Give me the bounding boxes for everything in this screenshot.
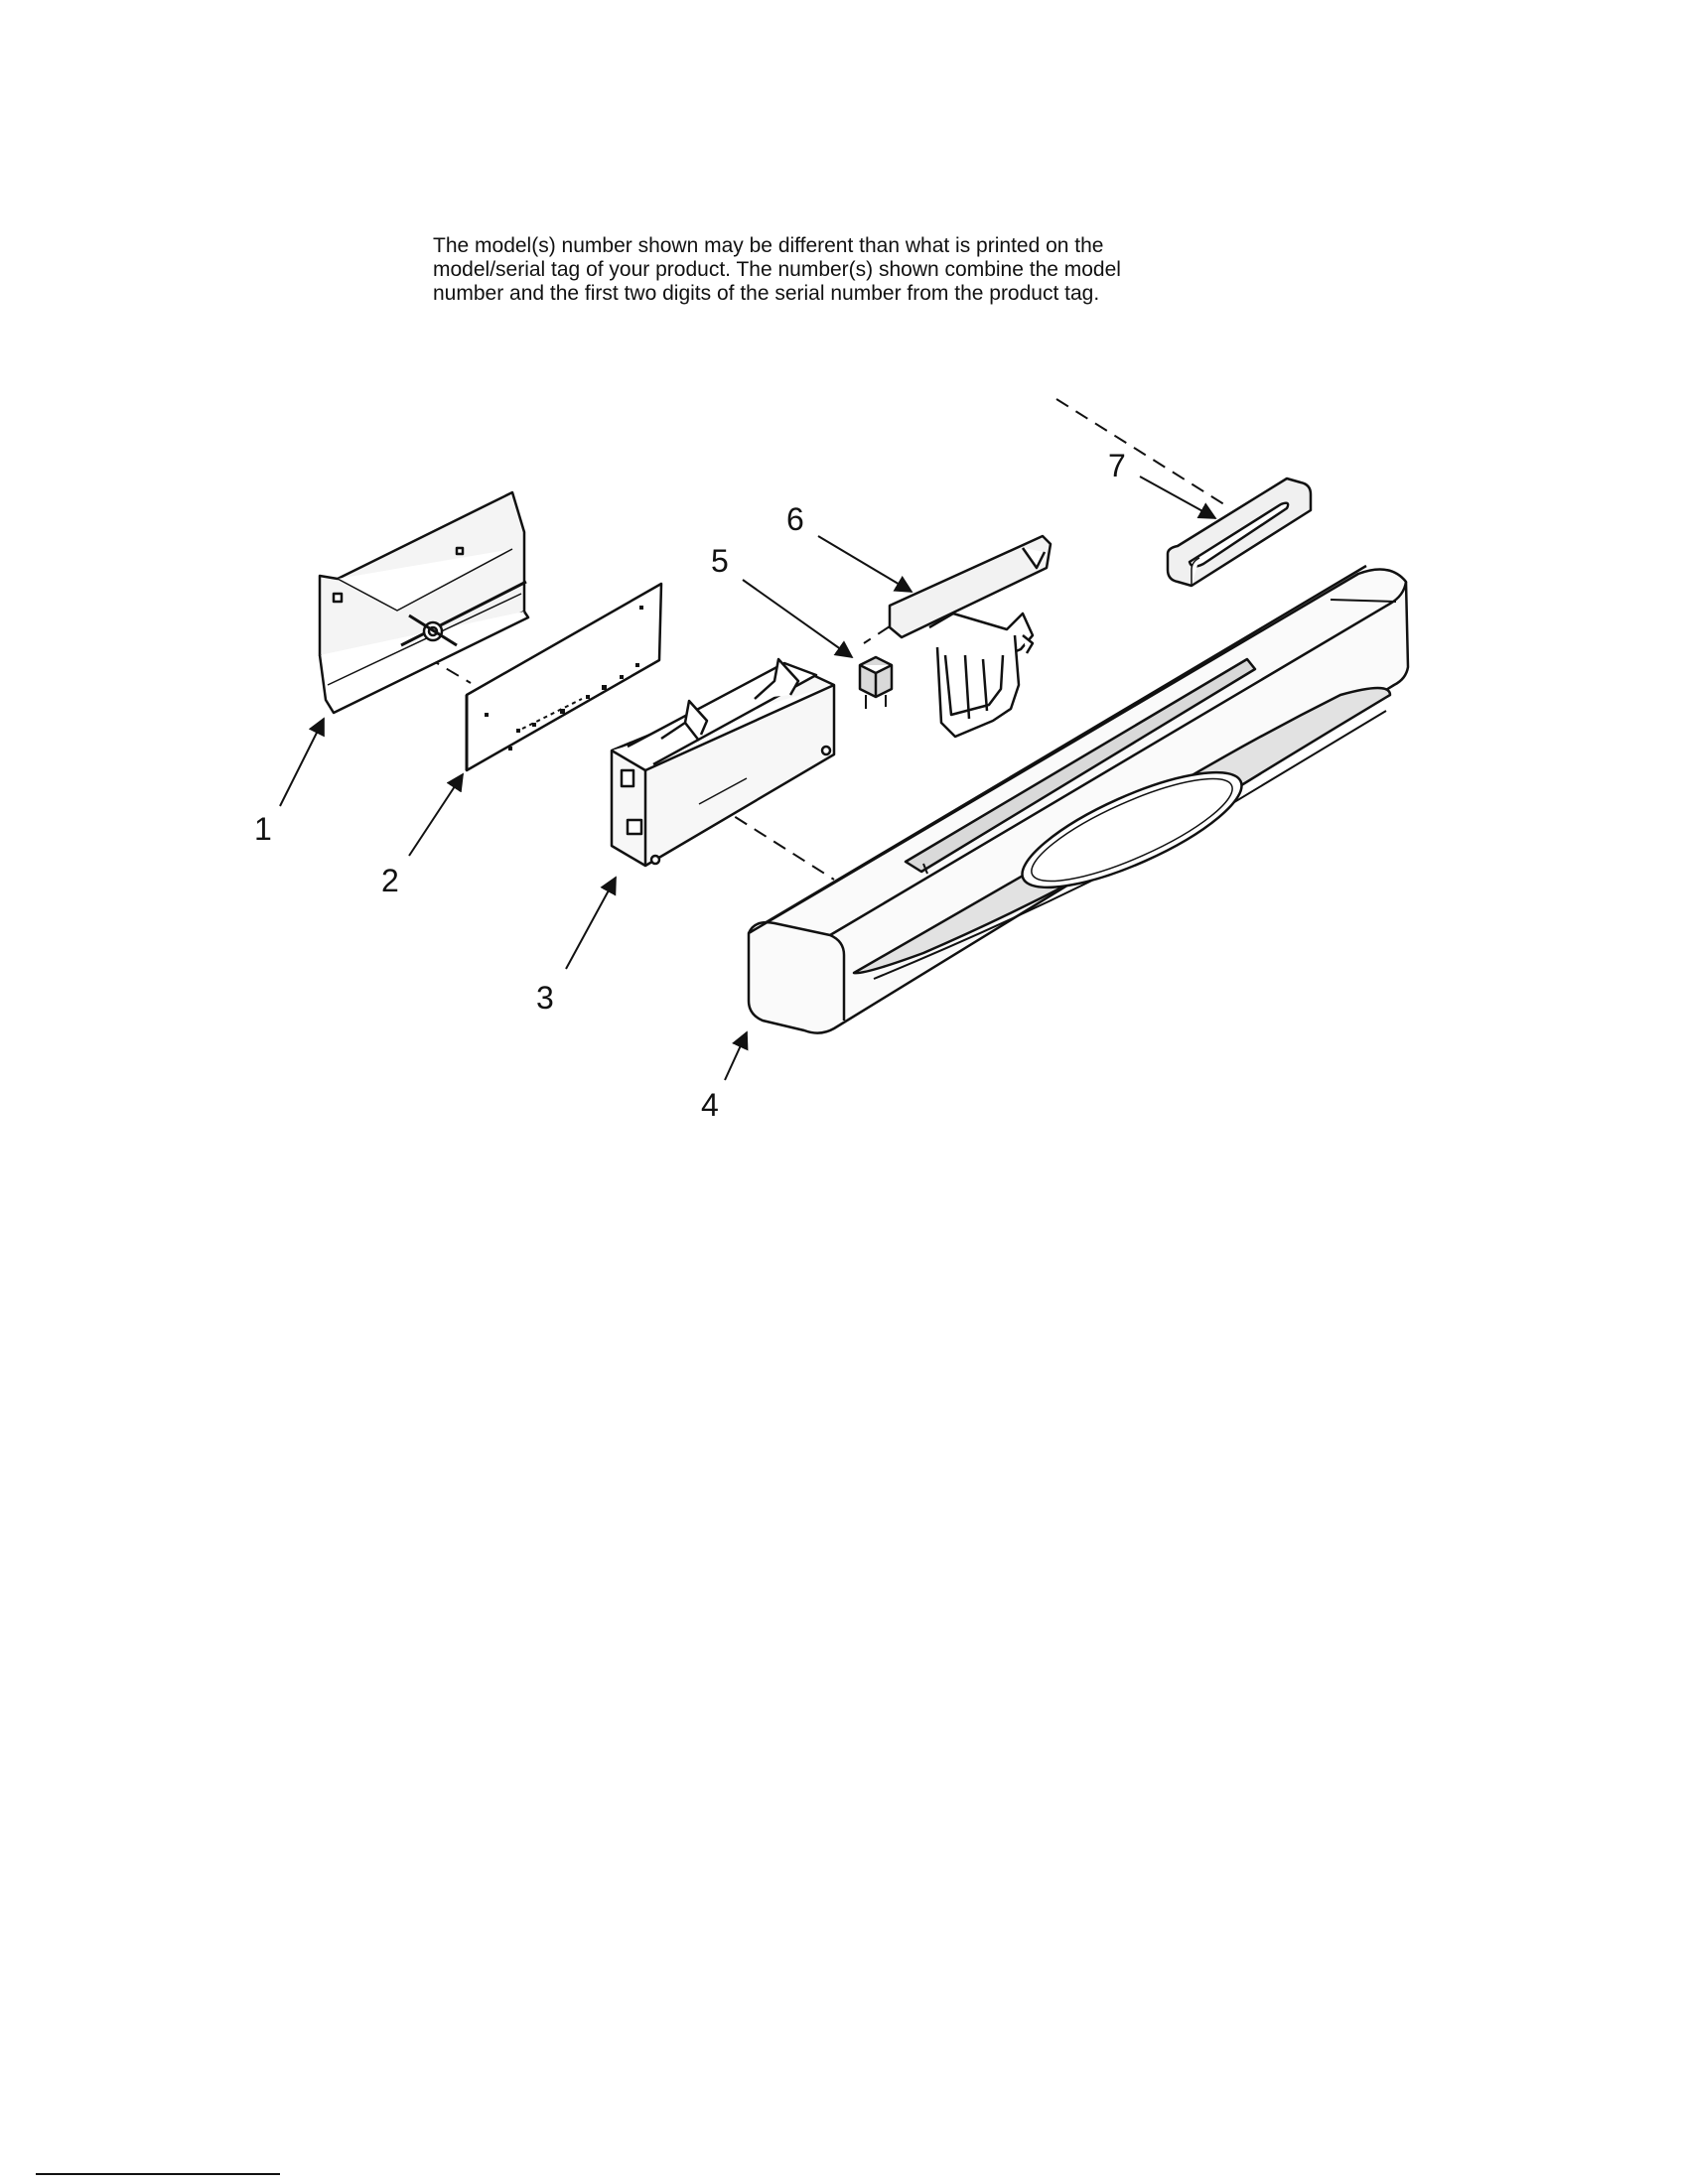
leader-arrow-6 [818, 536, 912, 592]
leader-arrow-1 [280, 719, 324, 806]
note-line-2: model/serial tag of your product. The number(s) shown combine the model [433, 258, 1121, 281]
part-3-control-housing [612, 659, 834, 866]
part-6-latch-assembly [890, 536, 1051, 737]
leader-arrow-4 [725, 1032, 747, 1080]
part-7-bezel-frame [1168, 478, 1311, 586]
callout-7: 7 [1108, 448, 1126, 483]
leader-arrow-7 [1140, 477, 1215, 518]
callout-3: 3 [536, 980, 554, 1016]
callout-2: 2 [381, 863, 399, 898]
callout-1: 1 [254, 811, 272, 847]
callout-4: 4 [701, 1087, 719, 1123]
callout-5: 5 [711, 543, 729, 579]
leader-arrow-5 [743, 580, 852, 657]
footer-rule [36, 2173, 280, 2175]
note-line-3: number and the first two digits of the serial number from the product tag. [433, 282, 1100, 305]
leader-arrow-2 [409, 774, 463, 856]
part-4-console-panel [749, 566, 1408, 1033]
note-line-1: The model(s) number shown may be different than what is printed on the [433, 234, 1104, 257]
part-5-switch [860, 657, 892, 709]
callout-6: 6 [786, 501, 804, 537]
leader-arrow-3 [566, 878, 616, 969]
